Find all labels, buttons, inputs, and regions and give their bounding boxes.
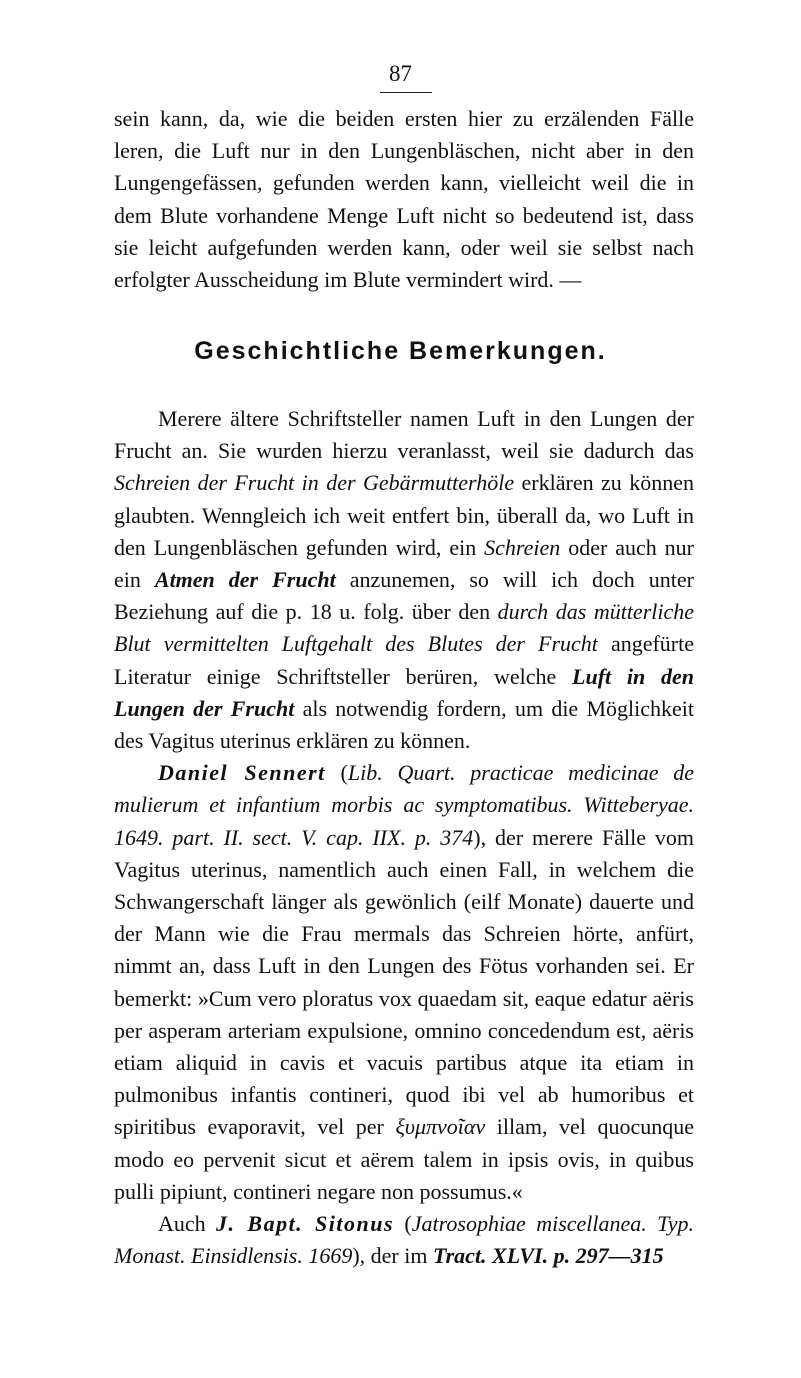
greek-word: ξυμπνοῖαν <box>395 1114 486 1140</box>
italic-run: durch das mütterliche Blut vermittelten Luftgehalt des Blutes der Frucht <box>114 599 695 657</box>
section-body <box>114 403 694 1272</box>
text-run: anzunemen, so will ich doch unter Beziehung auf die p. 18 u. folg. über den <box>114 567 694 625</box>
text-run: Auch <box>158 1211 217 1237</box>
text-run: , der merere Fälle vom Vagitus uterinus, namentlich auch einen Fall, in welchem die Schwangerschaft länger als gewönlich (eilf Monate) dauerte und der Mann wie die Frau mermals das Schreien hörte, anfürt, nimmt an, dass Luft in den Lungen des Fötus vorhanden sei. Er bemerkt: »Cum vero ploratus vox quaedam sit, eaque edatur aëris per asperam arteriam expulsione, omnino concedendum est, aëris etiam aliquid in cavis et vacuis partibus atque ita etiam in pulmonibus infantis contineri, quod ibi vel ab humoribus et spiritibus evaporavit, vel per <box>114 824 694 1140</box>
author-name: Daniel Sennert <box>158 760 326 786</box>
page-number-rule <box>380 92 432 93</box>
paragraph-merere <box>114 403 694 757</box>
text-run: , der im <box>359 1243 433 1269</box>
intro-paragraph: sein kann, da, wie die beiden ersten hier zu erzälenden Fälle leren, die Luft nur in den Lungenbläschen, nicht aber in den Lungengefässen, gefunden werden kann, vielleicht weil die in dem Blute vorhandene Menge Luft nicht so bedeutend ist, dass sie leicht aufgefunden werden kann, oder weil sie selbst nach erfolgter Ausscheidung im Blute vermindert wird. — <box>114 106 694 293</box>
text-run: illam, vel quocunque modo eo pervenit sicut et aërem talem in ipsis ovis, in quibus pulli pipiunt, contineri negare non possumus.« <box>114 1114 694 1204</box>
italic-run: Schreien der Frucht in der Gebärmutterhöle <box>114 470 515 496</box>
paragraph-sennert <box>114 757 694 1208</box>
paragraph-sitonus <box>114 1208 694 1272</box>
citation: Jatrosophiae miscellanea. Typ. Monast. Einsidlensis. 1669 <box>114 1211 695 1269</box>
italic-run: Atmen der Frucht <box>154 567 336 593</box>
page-number: 87 <box>389 61 412 86</box>
text-run: oder auch nur ein <box>114 534 694 593</box>
italic-run: Schreien <box>484 534 561 560</box>
author-name: J. Bapt. Sitonus <box>216 1211 395 1237</box>
citation: Tract. XLVI. p. 297—315 <box>433 1243 664 1269</box>
text-run: erklären zu können glaubten. Wenngleich ich weit entfert bin, überall da, wo Luft in den Lungenbläschen gefunden wird, ein <box>114 470 694 560</box>
italic-run: Luft in den Lungen der Frucht <box>114 663 694 721</box>
text-run: angefürte Literatur einige Schriftsteller berüren, welche <box>114 631 694 689</box>
text-run: ) <box>473 824 481 850</box>
text-run: ) <box>352 1243 360 1269</box>
text-run: Merere ältere Schriftsteller namen Luft in den Lungen der Frucht an. Sie wurden hierzu veranlasst, weil sie dadurch das <box>114 406 694 464</box>
text-run: ( <box>394 1211 412 1237</box>
text-run: ( <box>325 760 348 786</box>
section-heading: Geschichtliche Bemerkungen. <box>194 337 607 365</box>
citation: Lib. Quart. practicae medicinae de mulierum et infantium morbis ac symptomatibus. Witteberyae. 1649. part. II. sect. V. cap. IIX. p. 374 <box>114 760 694 850</box>
text-run: als notwendig fordern, um die Möglichkeit des Vagitus uterinus erklären zu können. <box>114 695 694 754</box>
